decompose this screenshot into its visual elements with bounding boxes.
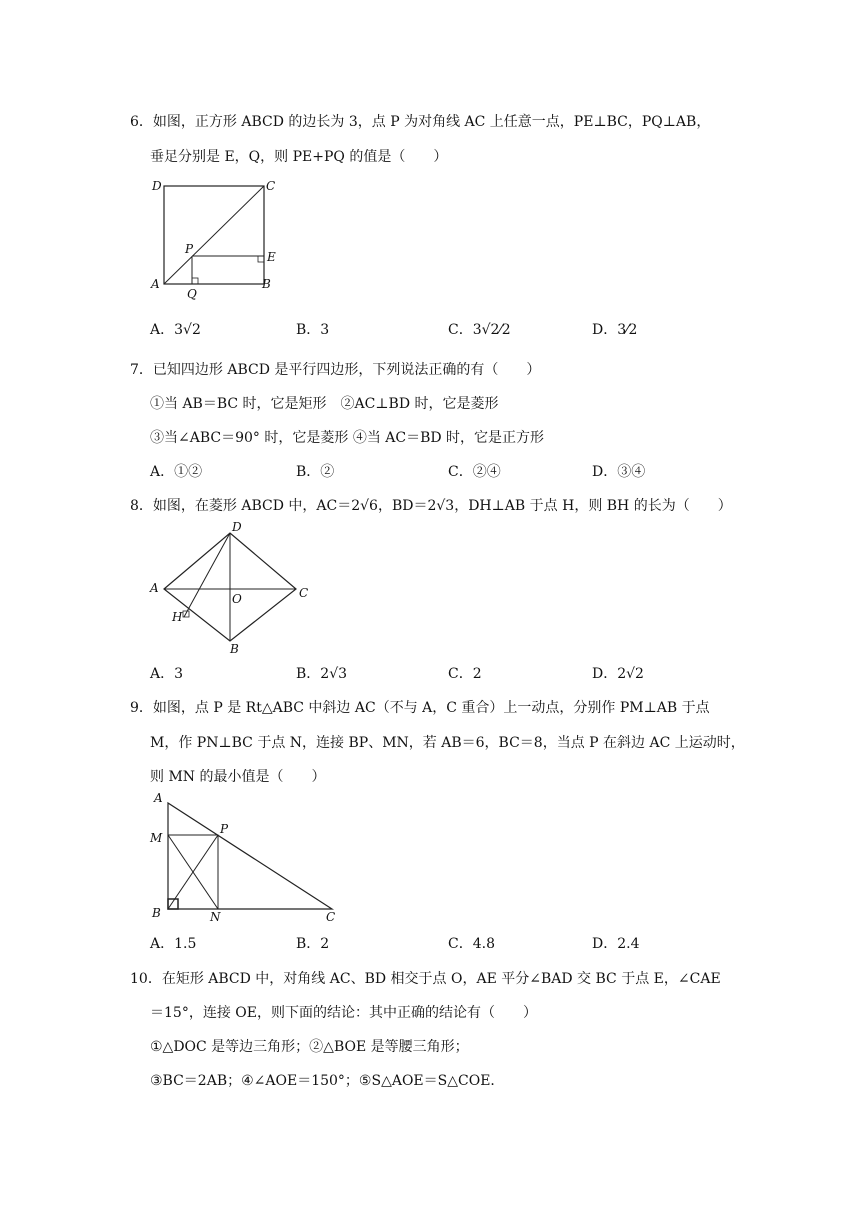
question-10-statements-2: ③BC＝2AB；④∠AOE＝150°；⑤S△AOE＝S△COE． bbox=[150, 1073, 505, 1089]
label-b: B bbox=[230, 642, 239, 656]
label-n: N bbox=[210, 910, 221, 924]
label-c: C bbox=[326, 910, 336, 924]
q9-option-a: A．1.5 bbox=[150, 936, 197, 952]
question-9-text-line1: 9．如图，点 P 是 Rt△ABC 中斜边 AC（不与 A，C 重合）上一动点，分别作 PM⊥AB 于点 bbox=[130, 700, 710, 716]
q7-option-c: C．②④ bbox=[448, 464, 501, 480]
label-a: A bbox=[151, 277, 160, 291]
label-a: A bbox=[154, 791, 163, 805]
question-6-text-line2: 垂足分别是 E，Q，则 PE+PQ 的值是（ ） bbox=[150, 149, 448, 165]
q8-option-b: B．2√3 bbox=[296, 666, 348, 682]
question-10-statements-1: ①△DOC 是等边三角形；②△BOE 是等腰三角形； bbox=[150, 1039, 469, 1055]
label-p: P bbox=[185, 242, 194, 256]
question-9-text-line2: M，作 PN⊥BC 于点 N，连接 BP、MN，若 AB＝6，BC＝8，当点 P 在斜边 AC 上运动时， bbox=[150, 735, 745, 751]
label-b: B bbox=[152, 906, 161, 920]
right-angle-mark-q bbox=[192, 278, 198, 284]
q8-option-c: C．2 bbox=[448, 666, 482, 682]
q8-option-d: D．2√2 bbox=[592, 666, 644, 682]
rhombus-figure bbox=[146, 519, 326, 659]
q9-option-c: C．4.8 bbox=[448, 936, 495, 952]
q6-option-c: C．3√2⁄2 bbox=[448, 322, 511, 338]
question-6-text-line1: 6．如图，正方形 ABCD 的边长为 3，点 P 为对角线 AC 上任意一点，PE⊥BC，PQ⊥AB， bbox=[130, 114, 711, 130]
q7-option-a: A．①② bbox=[150, 464, 203, 480]
q9-option-d: D．2.4 bbox=[592, 936, 640, 952]
square-figure bbox=[148, 176, 278, 301]
question-10-text-line2: ＝15°，连接 OE，则下面的结论：其中正确的结论有（ ） bbox=[150, 1005, 537, 1021]
question-8-text-line1: 8．如图，在菱形 ABCD 中，AC＝2√6，BD＝2√3，DH⊥AB 于点 H，则 BH 的长为（ ） bbox=[130, 498, 732, 514]
label-c: C bbox=[299, 586, 309, 600]
label-e: E bbox=[267, 250, 276, 264]
question-10-text-line1: 10．在矩形 ABCD 中，对角线 AC、BD 相交于点 O，AE 平分∠BAD 交 BC 于点 E，∠CAE bbox=[130, 971, 721, 987]
q6-option-d: D．3⁄2 bbox=[592, 322, 638, 338]
label-h: H bbox=[172, 610, 183, 624]
question-9-text-line3: 则 MN 的最小值是（ ） bbox=[150, 769, 326, 785]
right-angle-mark-e bbox=[258, 256, 264, 262]
label-b: B bbox=[262, 277, 271, 291]
q7-option-d: D．③④ bbox=[592, 464, 646, 480]
q6-option-b: B．3 bbox=[296, 322, 330, 338]
label-m: M bbox=[150, 831, 163, 845]
question-7-statements-2: ③当∠ABC＝90° 时，它是菱形 ④当 AC＝BD 时，它是正方形 bbox=[150, 430, 545, 446]
q8-option-a: A．3 bbox=[150, 666, 184, 682]
right-triangle-figure bbox=[146, 789, 346, 924]
label-p: P bbox=[220, 822, 229, 836]
label-d: D bbox=[152, 179, 162, 193]
diagonal-ac bbox=[164, 186, 264, 284]
question-7-text-line1: 7．已知四边形 ABCD 是平行四边形，下列说法正确的有（ ） bbox=[130, 362, 541, 378]
q9-option-b: B．2 bbox=[296, 936, 330, 952]
segment-dh bbox=[184, 533, 230, 617]
question-7-statements-1: ①当 AB＝BC 时，它是矩形 ②AC⊥BD 时，它是菱形 bbox=[150, 396, 499, 412]
label-d: D bbox=[232, 520, 242, 534]
q6-option-a: A．3√2 bbox=[150, 322, 201, 338]
label-o: O bbox=[232, 592, 242, 606]
label-q: Q bbox=[187, 287, 197, 301]
label-a: A bbox=[150, 581, 159, 595]
triangle-abc bbox=[168, 803, 332, 909]
q7-option-b: B．② bbox=[296, 464, 335, 480]
label-c: C bbox=[266, 179, 276, 193]
